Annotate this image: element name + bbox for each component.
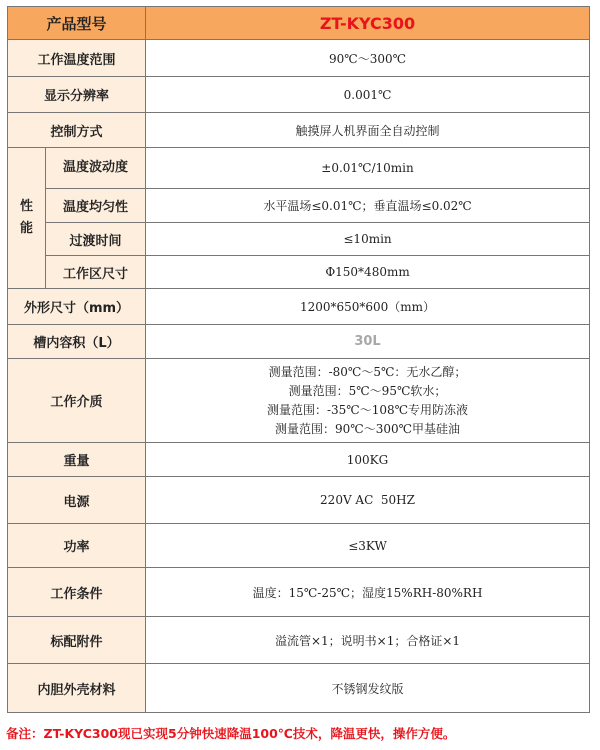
- resolution-label: 显示分辨率: [8, 77, 146, 113]
- medium-value: [146, 359, 590, 443]
- medium-line: 测量范围：90℃～300℃甲基硅油: [275, 421, 461, 436]
- accessories-label: 标配附件: [8, 617, 146, 664]
- performance-group-text: 性能: [19, 199, 33, 236]
- header-row: [8, 7, 590, 40]
- table-row: [8, 664, 590, 713]
- fluctuation-value: ±0.01℃/10min: [146, 148, 590, 189]
- power-value: ≤3KW: [146, 524, 590, 568]
- model-number: ZT-KYC300: [146, 7, 590, 40]
- power-label: 功率: [8, 524, 146, 568]
- uniformity-value: 水平温场≤0.01℃；垂直温场≤0.02℃: [146, 189, 590, 223]
- temp-range-value: 90℃～300℃: [146, 40, 590, 77]
- volume-value: 30L: [146, 325, 590, 359]
- medium-line: 测量范围：-80℃～5℃：无水乙醇；: [268, 364, 467, 379]
- volume-label: 槽内容积（L）: [8, 325, 146, 359]
- table-row: [8, 223, 590, 256]
- dimensions-value: 1200*650*600（mm）: [146, 289, 590, 325]
- table-row: [8, 256, 590, 289]
- medium-line: 测量范围：5℃～95℃软水；: [288, 383, 447, 398]
- transition-label: 过渡时间: [46, 223, 146, 256]
- work-area-label: 工作区尺寸: [46, 256, 146, 289]
- weight-label: 重量: [8, 443, 146, 477]
- work-area-value: Φ150*480mm: [146, 256, 590, 289]
- power-supply-label: 电源: [8, 477, 146, 524]
- table-row: [8, 40, 590, 77]
- table-row: [8, 477, 590, 524]
- accessories-value: 溢流管×1；说明书×1；合格证×1: [146, 617, 590, 664]
- table-row: [8, 443, 590, 477]
- transition-value: ≤10min: [146, 223, 590, 256]
- table-row: [8, 148, 590, 189]
- table-row: [8, 189, 590, 223]
- medium-label: 工作介质: [8, 359, 146, 443]
- table-row: [8, 289, 590, 325]
- conditions-label: 工作条件: [8, 568, 146, 617]
- resolution-value: 0.001℃: [146, 77, 590, 113]
- table-row: [8, 359, 590, 443]
- table-row: [8, 617, 590, 664]
- table-row: [8, 77, 590, 113]
- table-row: [8, 524, 590, 568]
- dimensions-label: 外形尺寸（mm）: [8, 289, 146, 325]
- temp-range-label: 工作温度范围: [8, 40, 146, 77]
- material-value: 不锈钢发纹版: [146, 664, 590, 713]
- weight-value: 100KG: [146, 443, 590, 477]
- footnote: 备注：ZT-KYC300现已实现5分钟快速降温100℃技术，降温更快，操作方便。: [6, 726, 456, 741]
- conditions-value: 温度：15℃-25℃；湿度15%RH-80%RH: [146, 568, 590, 617]
- table-row: [8, 568, 590, 617]
- table-row: [8, 325, 590, 359]
- performance-group-label: [8, 148, 46, 289]
- control-value: 触摸屏人机界面全自动控制: [146, 113, 590, 148]
- fluctuation-label: 温度波动度: [46, 148, 146, 189]
- header-label: 产品型号: [8, 7, 146, 40]
- control-label: 控制方式: [8, 113, 146, 148]
- spec-table: [7, 6, 590, 713]
- medium-line: 测量范围：-35℃～108℃专用防冻液: [266, 402, 469, 417]
- table-row: [8, 113, 590, 148]
- material-label: 内胆外壳材料: [8, 664, 146, 713]
- power-supply-value: 220V AC 50HZ: [146, 477, 590, 524]
- uniformity-label: 温度均匀性: [46, 189, 146, 223]
